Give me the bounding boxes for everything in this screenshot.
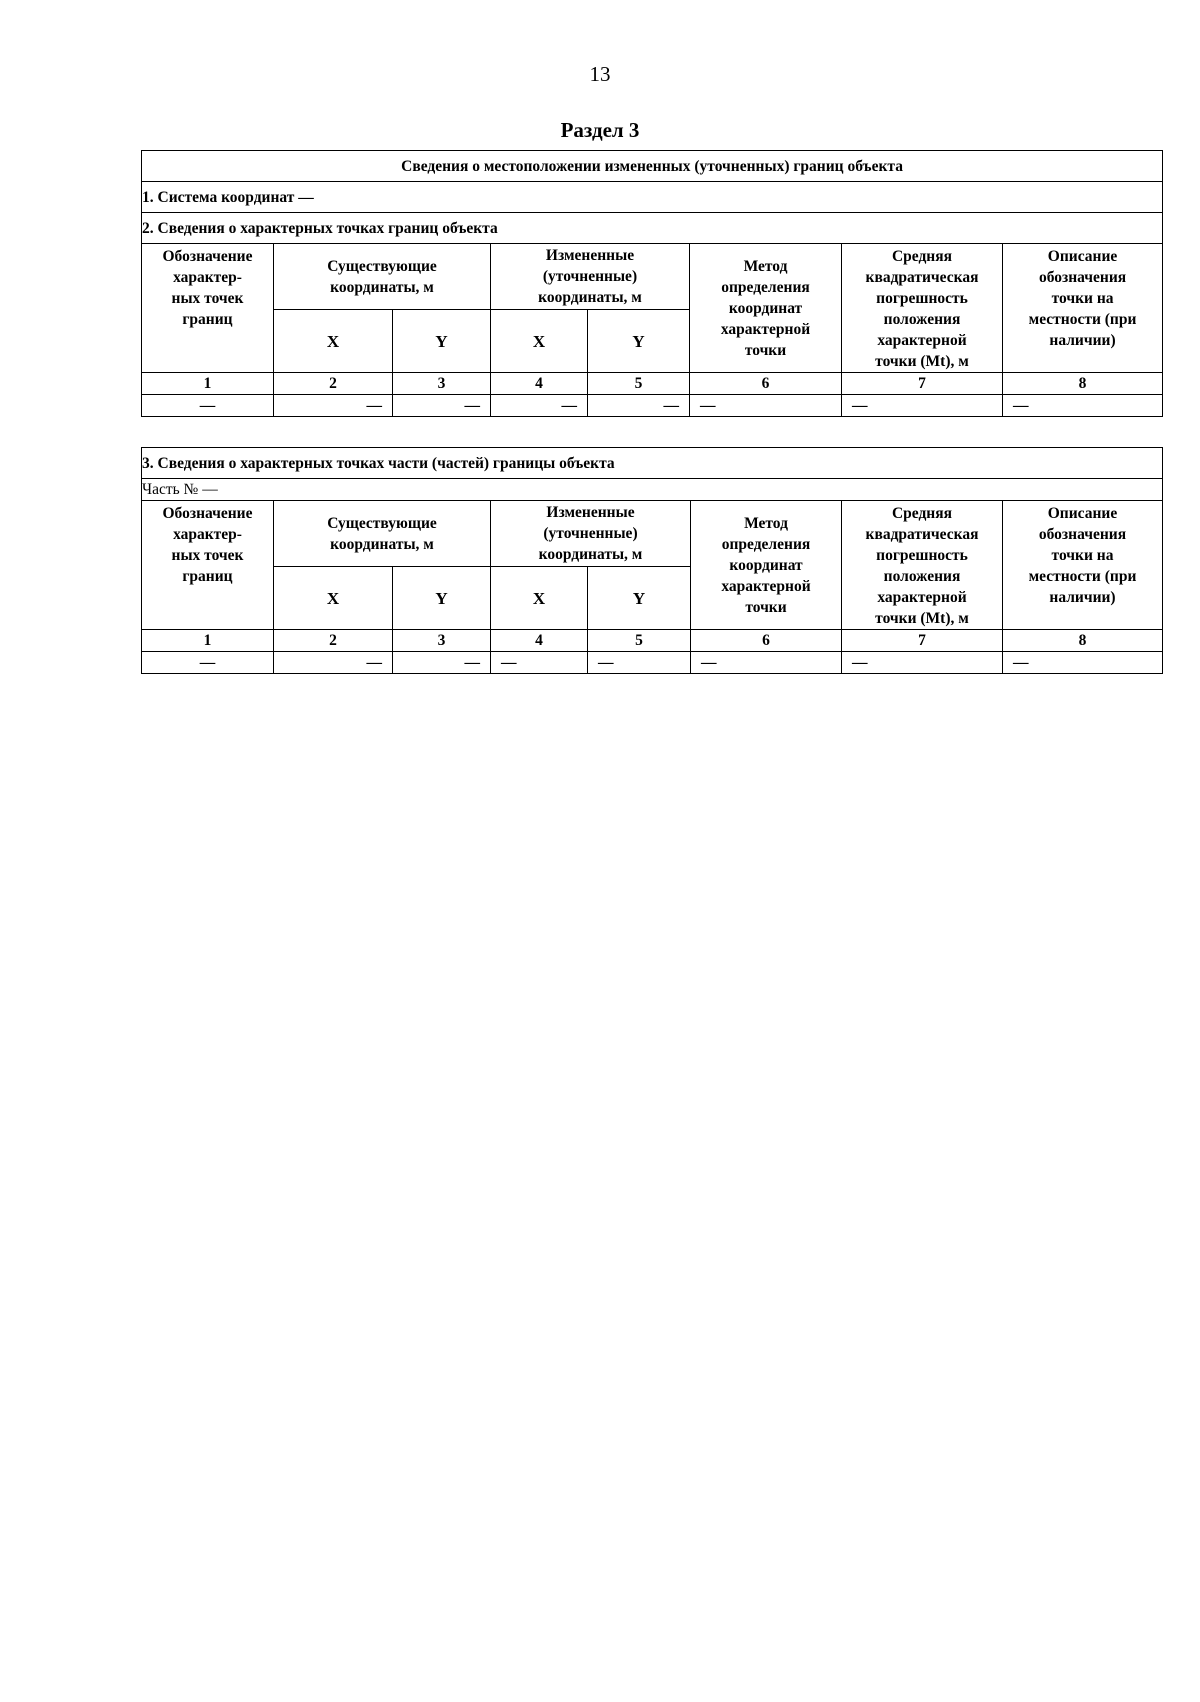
header-existing-coordinates: Существующие координаты, м [274,244,491,310]
header-existing-y: Y [393,310,491,373]
header-existing-x: X [274,567,393,630]
empty-cell: — [842,395,1003,417]
empty-cell: — [690,395,842,417]
header-method: Метод определения координат характерной точки [690,244,842,373]
empty-cell: — [1003,652,1163,674]
empty-cell: — [142,652,274,674]
header-existing-coordinates: Существующие координаты, м [274,501,491,567]
page-number: 13 [589,62,611,86]
column-number: 3 [393,630,491,652]
empty-cell: — [588,652,691,674]
column-number: 6 [690,373,842,395]
column-number: 2 [274,630,393,652]
table-row [142,652,1163,674]
empty-cell: — [274,395,393,417]
table-title: Сведения о местоположении измененных (уточненных) границ объекта [142,151,1163,182]
column-number: 7 [842,630,1003,652]
column-number: 8 [1003,373,1163,395]
section-title: Раздел 3 [560,118,640,142]
empty-cell: — [691,652,842,674]
header-changed-coordinates: Измененные (уточненные) координаты, м [491,501,691,567]
header-changed-coordinates: Измененные (уточненные) координаты, м [491,244,690,310]
header-description: Описание обозначения точки на местности (при наличии) [1003,244,1163,373]
header-designation: Обозначение характер- ных точек границ [142,501,274,630]
empty-cell: — [142,395,274,417]
empty-cell: — [393,395,491,417]
points-heading: 3. Сведения о характерных точках части (частей) границы объекта [142,448,1163,479]
column-number: 1 [142,630,274,652]
part-boundary-table [141,447,1163,674]
header-existing-x: X [274,310,393,373]
column-number: 3 [393,373,491,395]
column-number: 8 [1003,630,1163,652]
column-number: 2 [274,373,393,395]
column-number: 7 [842,373,1003,395]
column-number: 6 [691,630,842,652]
empty-cell: — [491,652,588,674]
header-designation: Обозначение характер- ных точек границ [142,244,274,373]
table-row [142,395,1163,417]
empty-cell: — [1003,395,1163,417]
header-changed-x: X [491,310,588,373]
boundary-info-table [141,150,1163,417]
header-existing-y: Y [393,567,491,630]
coordinate-system: 1. Система координат — [142,182,1163,213]
column-number: 5 [588,373,690,395]
column-number: 4 [491,630,588,652]
column-number: 1 [142,373,274,395]
empty-cell: — [274,652,393,674]
empty-cell: — [588,395,690,417]
points-heading: 2. Сведения о характерных точках границ объекта [142,213,1163,244]
header-changed-y: Y [588,567,691,630]
empty-cell: — [491,395,588,417]
header-description: Описание обозначения точки на местности (при наличии) [1003,501,1163,630]
empty-cell: — [393,652,491,674]
header-mean-error: Средняя квадратическая погрешность положения характерной точки (Mt), м [842,501,1003,630]
header-changed-y: Y [588,310,690,373]
column-number: 5 [588,630,691,652]
header-method: Метод определения координат характерной точки [691,501,842,630]
header-mean-error: Средняя квадратическая погрешность положения характерной точки (Mt), м [842,244,1003,373]
part-number: Часть № — [142,479,1163,501]
header-changed-x: X [491,567,588,630]
empty-cell: — [842,652,1003,674]
column-number: 4 [491,373,588,395]
